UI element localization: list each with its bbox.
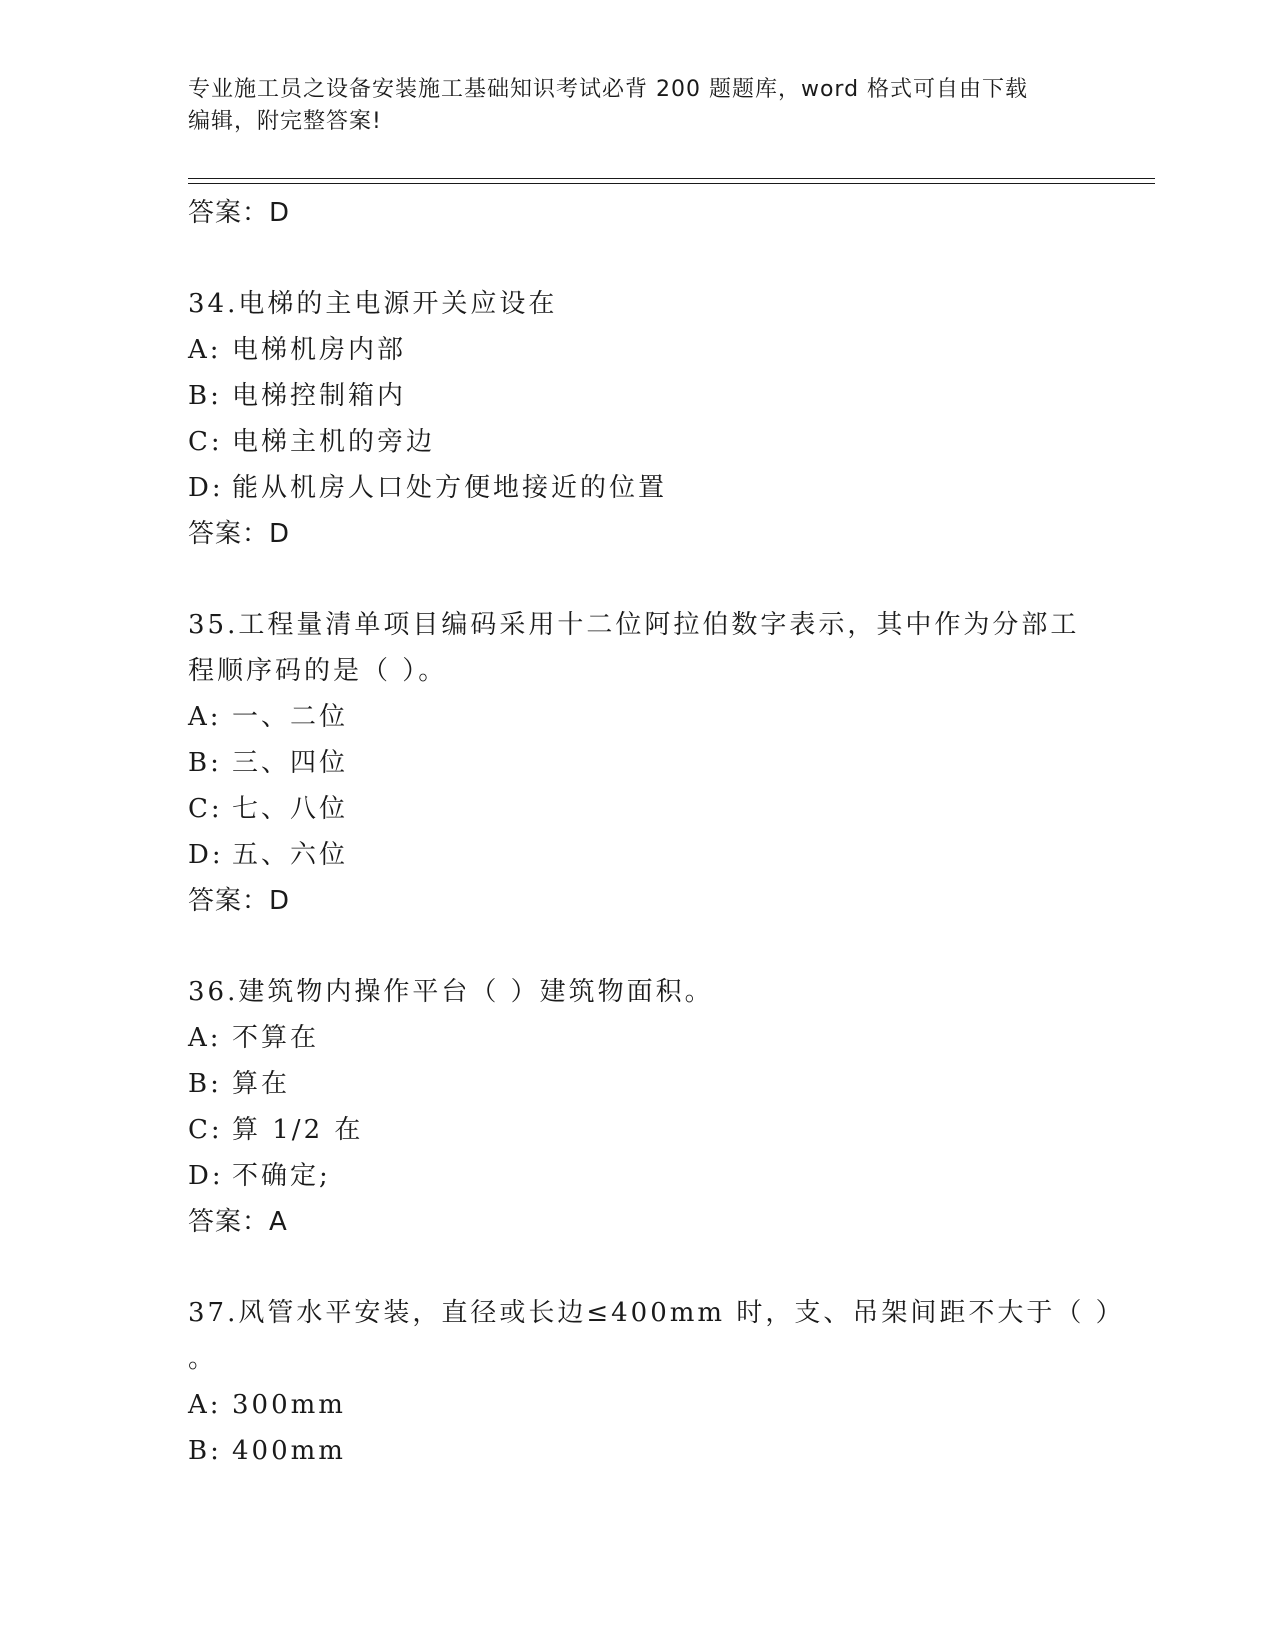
question-text-continued: 程顺序码的是（ ）。	[188, 656, 448, 686]
option-text: 一、二位	[232, 702, 349, 732]
option-text: 300mm	[232, 1390, 346, 1420]
option-text: 400mm	[232, 1436, 346, 1466]
option-b	[188, 1428, 1088, 1474]
option-a	[188, 694, 1088, 740]
question-text-continued: 。	[188, 1344, 218, 1374]
option-key: D:	[188, 840, 224, 870]
header-divider	[188, 178, 1155, 184]
option-b	[188, 1061, 1088, 1107]
header-line-2: 编辑，附完整答案!	[188, 109, 382, 134]
option-c	[188, 786, 1088, 832]
option-text: 七、八位	[232, 794, 349, 824]
question-text: 34.电梯的主电源开关应设在	[188, 289, 558, 319]
option-key: A:	[188, 1390, 222, 1420]
header-line-1: 专业施工员之设备安装施工基础知识考试必背 200 题题库，word 格式可自由下载	[188, 77, 1029, 102]
option-key: A:	[188, 702, 222, 732]
question-text: 36.建筑物内操作平台（ ）建筑物面积。	[188, 977, 714, 1007]
document-body	[188, 190, 1125, 1474]
answer-label: 答案：	[188, 886, 270, 916]
answer-line	[188, 1199, 1088, 1245]
option-text: 电梯控制箱内	[232, 381, 407, 411]
option-d	[188, 465, 1088, 511]
option-key: C:	[188, 1115, 223, 1145]
option-b	[188, 740, 1088, 786]
question-34	[188, 281, 1088, 557]
option-text: 三、四位	[232, 748, 349, 778]
option-key: A:	[188, 335, 222, 365]
option-key: D:	[188, 473, 224, 503]
option-key: B:	[188, 748, 222, 778]
answer-value: D	[269, 198, 291, 228]
option-text: 不算在	[232, 1023, 320, 1053]
option-a	[188, 1382, 1088, 1428]
option-d	[188, 832, 1088, 878]
option-c	[188, 419, 1088, 465]
question-37	[188, 1290, 1125, 1474]
option-text: 能从机房人口处方便地接近的位置	[232, 473, 668, 503]
question-35	[188, 602, 1088, 924]
answer-value: D	[269, 886, 291, 916]
option-a	[188, 327, 1088, 373]
answer-line	[188, 511, 1088, 557]
option-key: B:	[188, 1069, 222, 1099]
option-text: 算在	[232, 1069, 291, 1099]
option-key: B:	[188, 381, 222, 411]
option-key: B:	[188, 1436, 222, 1466]
option-key: C:	[188, 427, 223, 457]
option-c	[188, 1107, 1088, 1153]
option-text: 算 1/2 在	[232, 1115, 364, 1145]
answer-label: 答案：	[188, 1207, 270, 1237]
answer-label: 答案：	[188, 198, 270, 228]
option-text: 不确定;	[232, 1161, 331, 1191]
question-text: 35.工程量清单项目编码采用十二位阿拉伯数字表示，其中作为分部工	[188, 610, 1080, 640]
answer-label: 答案：	[188, 519, 270, 549]
option-text: 电梯主机的旁边	[232, 427, 436, 457]
answer-line	[188, 190, 1088, 236]
option-text: 五、六位	[232, 840, 349, 870]
option-key: C:	[188, 794, 223, 824]
option-key: A:	[188, 1023, 222, 1053]
option-d	[188, 1153, 1088, 1199]
option-b	[188, 373, 1088, 419]
page-header	[188, 74, 1088, 138]
question-36	[188, 969, 1088, 1245]
option-text: 电梯机房内部	[232, 335, 407, 365]
answer-line	[188, 878, 1088, 924]
question-text: 37.风管水平安装，直径或长边≤400mm 时，支、吊架间距不大于（ ）	[188, 1298, 1125, 1328]
answer-value: A	[269, 1207, 288, 1237]
option-a	[188, 1015, 1088, 1061]
answer-value: D	[269, 519, 291, 549]
option-key: D:	[188, 1161, 224, 1191]
